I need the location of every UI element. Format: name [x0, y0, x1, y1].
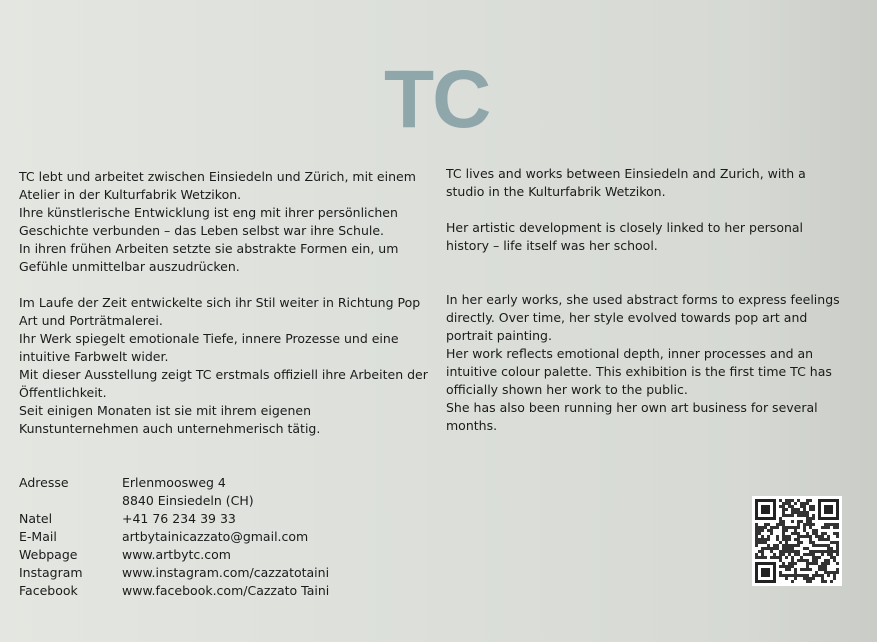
contact-row-web — [19, 546, 329, 564]
contact-row-email — [19, 528, 329, 546]
de-paragraph: Mit dieser Ausstellung zeigt TC erstmals offiziell ihre Arbeiten der Öffentlichkeit. — [19, 367, 428, 400]
contact-row-address — [19, 474, 329, 492]
instagram-label: Instagram — [19, 565, 83, 580]
en-paragraph: Her artistic development is closely linked to her personal history – life itself was her school. — [446, 220, 804, 253]
contact-row-address2 — [19, 492, 329, 510]
web-label: Webpage — [19, 547, 78, 562]
en-paragraph: TC lives and works between Einsiedeln and Zurich, with a studio in the Kulturfabrik Wetzikon. — [446, 166, 806, 199]
contact-row-instagram — [19, 564, 329, 582]
phone-label: Natel — [19, 511, 53, 526]
contact-row-phone — [19, 510, 329, 528]
en-paragraph: Her work reflects emotional depth, inner processes and an intuitive colour palette. This exhibition is the first time TC has officially shown her work to the public. — [446, 346, 832, 397]
en-paragraph: She has also been running her own art business for several months. — [446, 400, 818, 433]
de-paragraph: Seit einigen Monaten ist sie mit ihrem eigenen Kunstunternehmen auch unternehmerisch tätig. — [19, 403, 321, 436]
facebook-link[interactable]: www.facebook.com/Cazzato Taini — [122, 583, 330, 598]
phone-number[interactable]: +41 76 234 39 33 — [122, 511, 236, 526]
address-label: Adresse — [19, 475, 69, 490]
qr-code-graphic — [752, 496, 842, 586]
logo: TC — [384, 54, 490, 145]
address-line2: 8840 Einsiedeln (CH) — [122, 493, 254, 508]
en-paragraph: In her early works, she used abstract forms to express feelings directly. Over time, her style evolved towards pop art and portrait painting. — [446, 292, 840, 343]
contact-row-facebook — [19, 582, 329, 600]
web-link[interactable]: www.artbytc.com — [122, 547, 231, 562]
email-link[interactable]: artbytainicazzato@gmail.com — [122, 529, 309, 544]
facebook-label: Facebook — [19, 583, 78, 598]
de-paragraph: Ihre künstlerische Entwicklung ist eng mit ihrer persönlichen Geschichte verbunden – das Leben selbst war ihre Schule. — [19, 205, 398, 238]
english-text — [446, 165, 846, 435]
de-paragraph: TC lebt und arbeitet zwischen Einsiedeln und Zürich, mit einem Atelier in der Kulturfabrik Wetzikon. — [19, 169, 416, 202]
address-line1: Erlenmoosweg 4 — [122, 475, 226, 490]
german-text — [19, 168, 434, 438]
de-paragraph: Ihr Werk spiegelt emotionale Tiefe, innere Prozesse und eine intuitive Farbwelt wider. — [19, 331, 399, 364]
de-paragraph: Im Laufe der Zeit entwickelte sich ihr Stil weiter in Richtung Pop Art und Porträtmalerei. — [19, 295, 421, 328]
contact-block — [19, 474, 329, 600]
instagram-link[interactable]: www.instagram.com/cazzatotaini — [122, 565, 330, 580]
qr-code-icon[interactable] — [752, 496, 842, 586]
de-paragraph: In ihren frühen Arbeiten setzte sie abstrakte Formen ein, um Gefühle unmittelbar auszudrücken. — [19, 241, 399, 274]
email-label: E-Mail — [19, 529, 57, 544]
